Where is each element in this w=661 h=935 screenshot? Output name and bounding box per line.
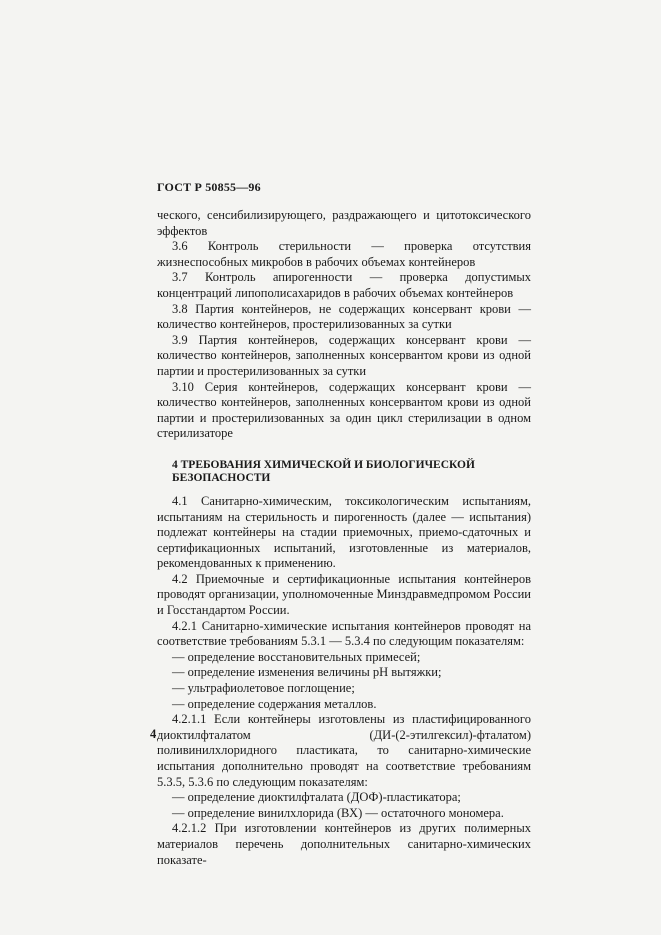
paragraph-3-10: 3.10 Серия контейнеров, содержащих консервант крови — количество контейнеров, заполненных консервантом крови из одной партии и простерилизованных за один цикл стерилизации в одном стерилизаторе <box>157 379 531 441</box>
section-title-line1: 4 ТРЕБОВАНИЯ ХИМИЧЕСКОЙ И БИОЛОГИЧЕСКОЙ <box>172 458 475 471</box>
paragraph-4-2: 4.2 Приемочные и сертификационные испытания контейнеров проводят организации, уполномоченные Минздравмедпромом России и Госстандартом России. <box>157 571 531 618</box>
section-title-line2: БЕЗОПАСНОСТИ <box>172 472 271 485</box>
list-item: — определение винилхлорида (ВХ) — остаточного мономера. <box>172 805 504 820</box>
paragraph-4-2-1-1: 4.2.1.1 Если контейнеры изготовлены из пластифицированного диоктилфталатом (ДИ-(2-этилгексил)-фталатом) поливинилхлоридного пластиката, то санитарно-химические испытания дополнительно проводят на соответствие требованиям 5.3.5, 5.3.6 по следующим показателям: <box>157 712 531 789</box>
list-item: — определение изменения величины рН вытяжки; <box>172 665 442 680</box>
paragraph-4-2-1: 4.2.1 Санитарно-химические испытания контейнеров проводят на соответствие требованиям 5.3.1 — 5.3.4 по следующим показателям: <box>157 618 531 649</box>
list-item: — определение восстановительных примесей; <box>172 649 421 664</box>
list-item: — определение содержания металлов. <box>172 696 377 711</box>
paragraph-3-7: 3.7 Контроль апирогенности — проверка допустимых концентраций липополисахаридов в рабочих объемах контейнеров <box>157 270 531 300</box>
document-body <box>157 208 531 868</box>
page-number: 4 <box>150 727 157 741</box>
list-item: — ультрафиолетовое поглощение; <box>172 681 355 696</box>
paragraph-continuation: ческого, сенсибилизирующего, раздражающего и цитотоксического эффектов <box>157 208 531 238</box>
paragraph-3-9: 3.9 Партия контейнеров, содержащих консервант крови — количество контейнеров, заполненных консервантом крови из одной партии и простерилизованных за сутки <box>157 332 531 378</box>
paragraph-4-1: 4.1 Санитарно-химическим, токсикологическим испытаниям, испытаниям на стерильность и пирогенность (далее — испытания) подлежат контейнеры на стадии приемочных, приемо-сдаточных и сертификационных испытаний, изготовленные из материалов, рекомендованных к применению. <box>157 493 531 571</box>
paragraph-3-6: 3.6 Контроль стерильности — проверка отсутствия жизнеспособных микробов в рабочих объемах контейнеров <box>157 239 531 269</box>
paragraph-4-2-1-2: 4.2.1.2 При изготовлении контейнеров из других полимерных материалов перечень дополнительных санитарно-химических показате- <box>157 821 531 867</box>
paragraph-3-8: 3.8 Партия контейнеров, не содержащих консервант крови — количество контейнеров, простерилизованных за сутки <box>157 301 531 332</box>
list-item: — определение диоктилфталата (ДОФ)-пластикатора; <box>172 790 461 805</box>
section-title <box>172 459 531 486</box>
document-header: ГОСТ Р 50855—96 <box>157 180 261 194</box>
